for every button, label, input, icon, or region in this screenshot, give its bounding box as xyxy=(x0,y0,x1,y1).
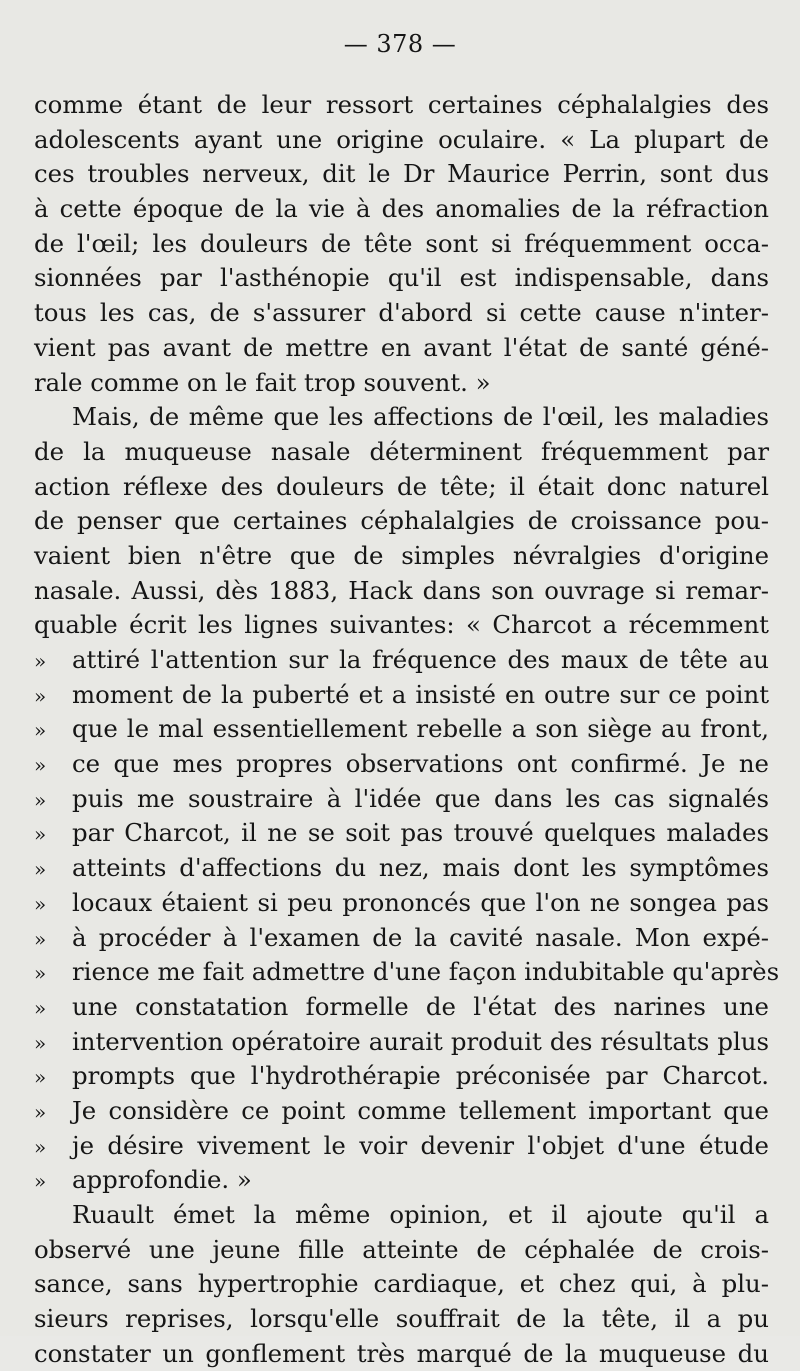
quote-mark: » xyxy=(34,822,47,847)
quoted-text: à procéder à l'examen de la cavité nasale. Mon expé- xyxy=(72,922,769,952)
quoted-line xyxy=(34,1094,769,1129)
text-line: sieurs reprises, lorsqu'elle souffrait de la tête, il a pu xyxy=(34,1304,769,1334)
text-line: comme étant de leur ressort certaines céphalalgies des xyxy=(34,90,769,119)
text-line: adolescents ayant une origine oculaire. « La plupart de xyxy=(34,124,769,154)
quoted-line xyxy=(34,1163,769,1198)
text-line: quable écrit les lignes suivantes: « Charcot a récemment xyxy=(34,610,769,640)
quote-mark: » xyxy=(34,753,47,778)
quoted-text: Je considère ce point comme tellement important que xyxy=(72,1095,769,1125)
text-line: Mais, de même que les affections de l'œil, les maladies xyxy=(72,402,769,432)
quoted-line xyxy=(34,851,769,886)
quote-mark: » xyxy=(34,1134,47,1159)
text-line: de la muqueuse nasale déterminent fréquemment par xyxy=(34,436,769,466)
quoted-line xyxy=(34,643,769,678)
text-line: observé une jeune fille atteinte de céphalée de crois- xyxy=(34,1234,769,1264)
text-line: Ruault émet la même opinion, et il ajoute qu'il a xyxy=(72,1200,769,1229)
text-line: constater un gonflement très marqué de la muqueuse du xyxy=(34,1338,769,1368)
text-line: sionnées par l'asthénopie qu'il est indispensable, dans xyxy=(34,263,769,293)
quoted-line xyxy=(34,712,769,747)
quoted-text: ce que mes propres observations ont confirmé. Je ne xyxy=(72,749,769,779)
text-line: rale comme on le fait trop souvent. » xyxy=(34,367,491,397)
quoted-line xyxy=(34,1059,769,1094)
quote-mark: » xyxy=(34,1099,47,1124)
quote-mark: » xyxy=(34,891,47,916)
quote-mark: » xyxy=(34,995,47,1020)
quoted-line xyxy=(34,747,769,782)
text-line: sance, sans hypertrophie cardiaque, et chez qui, à plu- xyxy=(34,1269,769,1299)
quote-mark: » xyxy=(34,683,47,708)
quoted-line xyxy=(34,921,769,956)
quoted-text: approfondie. » xyxy=(72,1165,252,1195)
quoted-line xyxy=(34,955,780,990)
quote-mark: » xyxy=(34,787,47,812)
text-line: vaient bien n'être que de simples névralgies d'origine xyxy=(34,540,769,570)
text-line: à cette époque de la vie à des anomalies de la réfraction xyxy=(34,194,769,224)
quoted-line xyxy=(34,816,769,851)
quote-mark: » xyxy=(34,1169,47,1194)
quoted-text: atteints d'affections du nez, mais dont les symptômes xyxy=(72,853,769,883)
text-line: de l'œil; les douleurs de tête sont si fréquemment occa- xyxy=(34,228,769,258)
page-number: — 378 — xyxy=(343,30,457,58)
text-line: action réflexe des douleurs de tête; il était donc naturel xyxy=(34,471,769,501)
quoted-text: je désire vivement le voir devenir l'objet d'une étude xyxy=(72,1130,769,1160)
quoted-text: rience me fait admettre d'une façon indubitable qu'après xyxy=(72,957,780,987)
quoted-line xyxy=(34,1129,769,1164)
text-line: vient pas avant de mettre en avant l'état de santé géné- xyxy=(34,332,769,362)
quoted-text: locaux étaient si peu prononcés que l'on ne songea pas xyxy=(72,887,769,917)
quoted-line xyxy=(34,678,769,713)
quoted-text: par Charcot, il ne se soit pas trouvé quelques malades xyxy=(72,818,769,848)
text-line: de penser que certaines céphalalgies de croissance pou- xyxy=(34,506,769,536)
text-line: tous les cas, de s'assurer d'abord si cette cause n'inter- xyxy=(34,298,769,328)
quoted-text: moment de la puberté et a insisté en outre sur ce point xyxy=(72,679,769,709)
quoted-text: puis me soustraire à l'idée que dans les cas signalés xyxy=(72,783,769,813)
quoted-line xyxy=(34,1025,769,1060)
text-line: nasale. Aussi, dès 1883, Hack dans son ouvrage si remar- xyxy=(34,575,769,605)
quote-mark: » xyxy=(34,1065,47,1090)
quote-mark: » xyxy=(34,1030,47,1055)
quoted-line xyxy=(34,886,769,921)
body-text xyxy=(34,88,780,1371)
quoted-line xyxy=(34,782,769,817)
quote-mark: » xyxy=(34,649,47,673)
quoted-text: intervention opératoire aurait produit des résultats plus xyxy=(72,1026,769,1056)
quote-mark: » xyxy=(34,857,47,882)
quoted-text: une constatation formelle de l'état des narines une xyxy=(72,991,769,1021)
quoted-text: que le mal essentiellement rebelle a son siège au front, xyxy=(72,714,769,744)
quoted-text: attiré l'attention sur la fréquence des maux de tête au xyxy=(72,645,769,674)
quote-mark: » xyxy=(34,926,47,951)
text-line: ces troubles nerveux, dit le Dr Maurice Perrin, sont dus xyxy=(34,159,769,189)
quote-mark: » xyxy=(34,961,47,986)
quote-mark: » xyxy=(34,718,47,743)
quoted-line xyxy=(34,990,769,1025)
quoted-text: prompts que l'hydrothérapie préconisée par Charcot. xyxy=(72,1061,769,1091)
